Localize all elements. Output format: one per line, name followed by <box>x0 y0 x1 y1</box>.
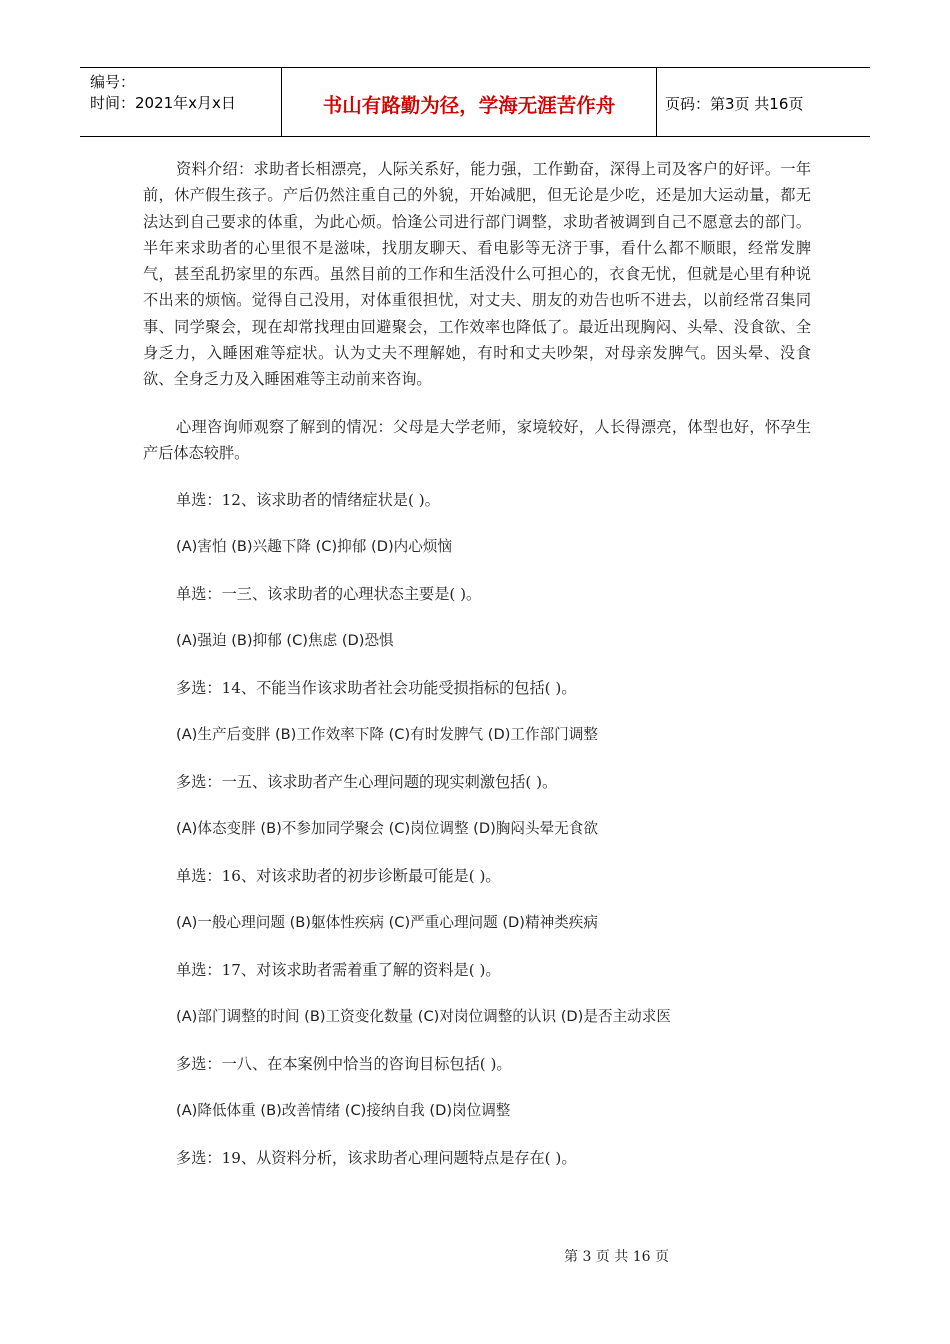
header-page-info: 页码：第3页 共16页 <box>665 94 804 113</box>
question-list <box>143 487 811 1171</box>
question-options: (A)部门调整的时间 (B)工资变化数量 (C)对岗位调整的认识 (D)是否主动求医 <box>176 1008 671 1026</box>
time-label: 时间：2021年x月x日 <box>90 94 236 112</box>
question-options: (A)强迫 (B)抑郁 (C)焦虑 (D)恐惧 <box>176 632 394 650</box>
question-stem: 单选：一三、该求助者的心理状态主要是( )。 <box>176 585 482 604</box>
question-stem: 多选：一八、在本案例中恰当的咨询目标包括( )。 <box>176 1055 512 1074</box>
question-stem: 多选：14、不能当作该求助者社会功能受损指标的包括( )。 <box>176 679 577 698</box>
page-footer <box>0 1246 950 1266</box>
question-options: (A)害怕 (B)兴趣下降 (C)抑郁 (D)内心烦恼 <box>176 538 453 556</box>
question-stem: 多选：一五、该求助者产生心理问题的现实刺激包括( )。 <box>176 773 558 792</box>
header-motto: 书山有路勤为径，学海无涯苦作舟 <box>282 68 657 136</box>
counselor-observation: 心理咨询师观察了解到的情况：父母是大学老师，家境较好，人长得漂亮，体型也好，怀孕生产后体态较胖。 <box>143 417 811 462</box>
question-stem: 单选：12、该求助者的情绪症状是( )。 <box>176 491 440 510</box>
question-options: (A)生产后变胖 (B)工作效率下降 (C)有时发脾气 (D)工作部门调整 <box>176 726 598 744</box>
footer-page-number: 第 3 页 共 16 页 <box>564 1249 669 1265</box>
case-description: 资料介绍：求助者长相漂亮，人际关系好，能力强，工作勤奋，深得上司及客户的好评。一年前，休产假生孩子。产后仍然注重自己的外貌，开始减肥，但无论是少吃，还是加大运动量，都无法达到自己要求的体重，为此心烦。恰逢公司进行部门调整，求助者被调到自己不愿意去的部门。半年来求助者的心里很不是滋味，找朋友聊天、看电影等无济于事，看什么都不顺眼，经常发脾气，甚至乱扔家里的东西。虽然目前的工作和生活没什么可担心的，衣食无忧，但就是心里有种说不出来的烦恼。觉得自己没用，对体重很担忧，对丈夫、朋友的劝告也听不进去，以前经常召集同事、同学聚会，现在却常找理由回避聚会，工作效率也降低了。最近出现胸闷、头晕、没食欲、全身乏力，入睡困难等症状。认为丈夫不理解她，有时和丈夫吵架，对母亲发脾气。因头晕、没食欲、全身乏力及入睡困难等主动前来咨询。 <box>143 160 811 389</box>
header-meta <box>80 68 282 136</box>
question-options: (A)体态变胖 (B)不参加同学聚会 (C)岗位调整 (D)胸闷头晕无食欲 <box>176 820 598 838</box>
page-header <box>80 67 870 137</box>
question-stem: 单选：16、对该求助者的初步诊断最可能是( )。 <box>176 867 501 886</box>
question-stem: 多选：19、从资料分析，该求助者心理问题特点是存在( )。 <box>176 1149 577 1168</box>
question-options: (A)降低体重 (B)改善情绪 (C)接纳自我 (D)岗位调整 <box>176 1102 511 1120</box>
question-stem: 单选：17、对该求助者需着重了解的资料是( )。 <box>176 961 501 980</box>
document-body <box>143 156 811 1192</box>
serial-label: 编号： <box>90 73 136 91</box>
question-options: (A)一般心理问题 (B)躯体性疾病 (C)严重心理问题 (D)精神类疾病 <box>176 914 598 932</box>
